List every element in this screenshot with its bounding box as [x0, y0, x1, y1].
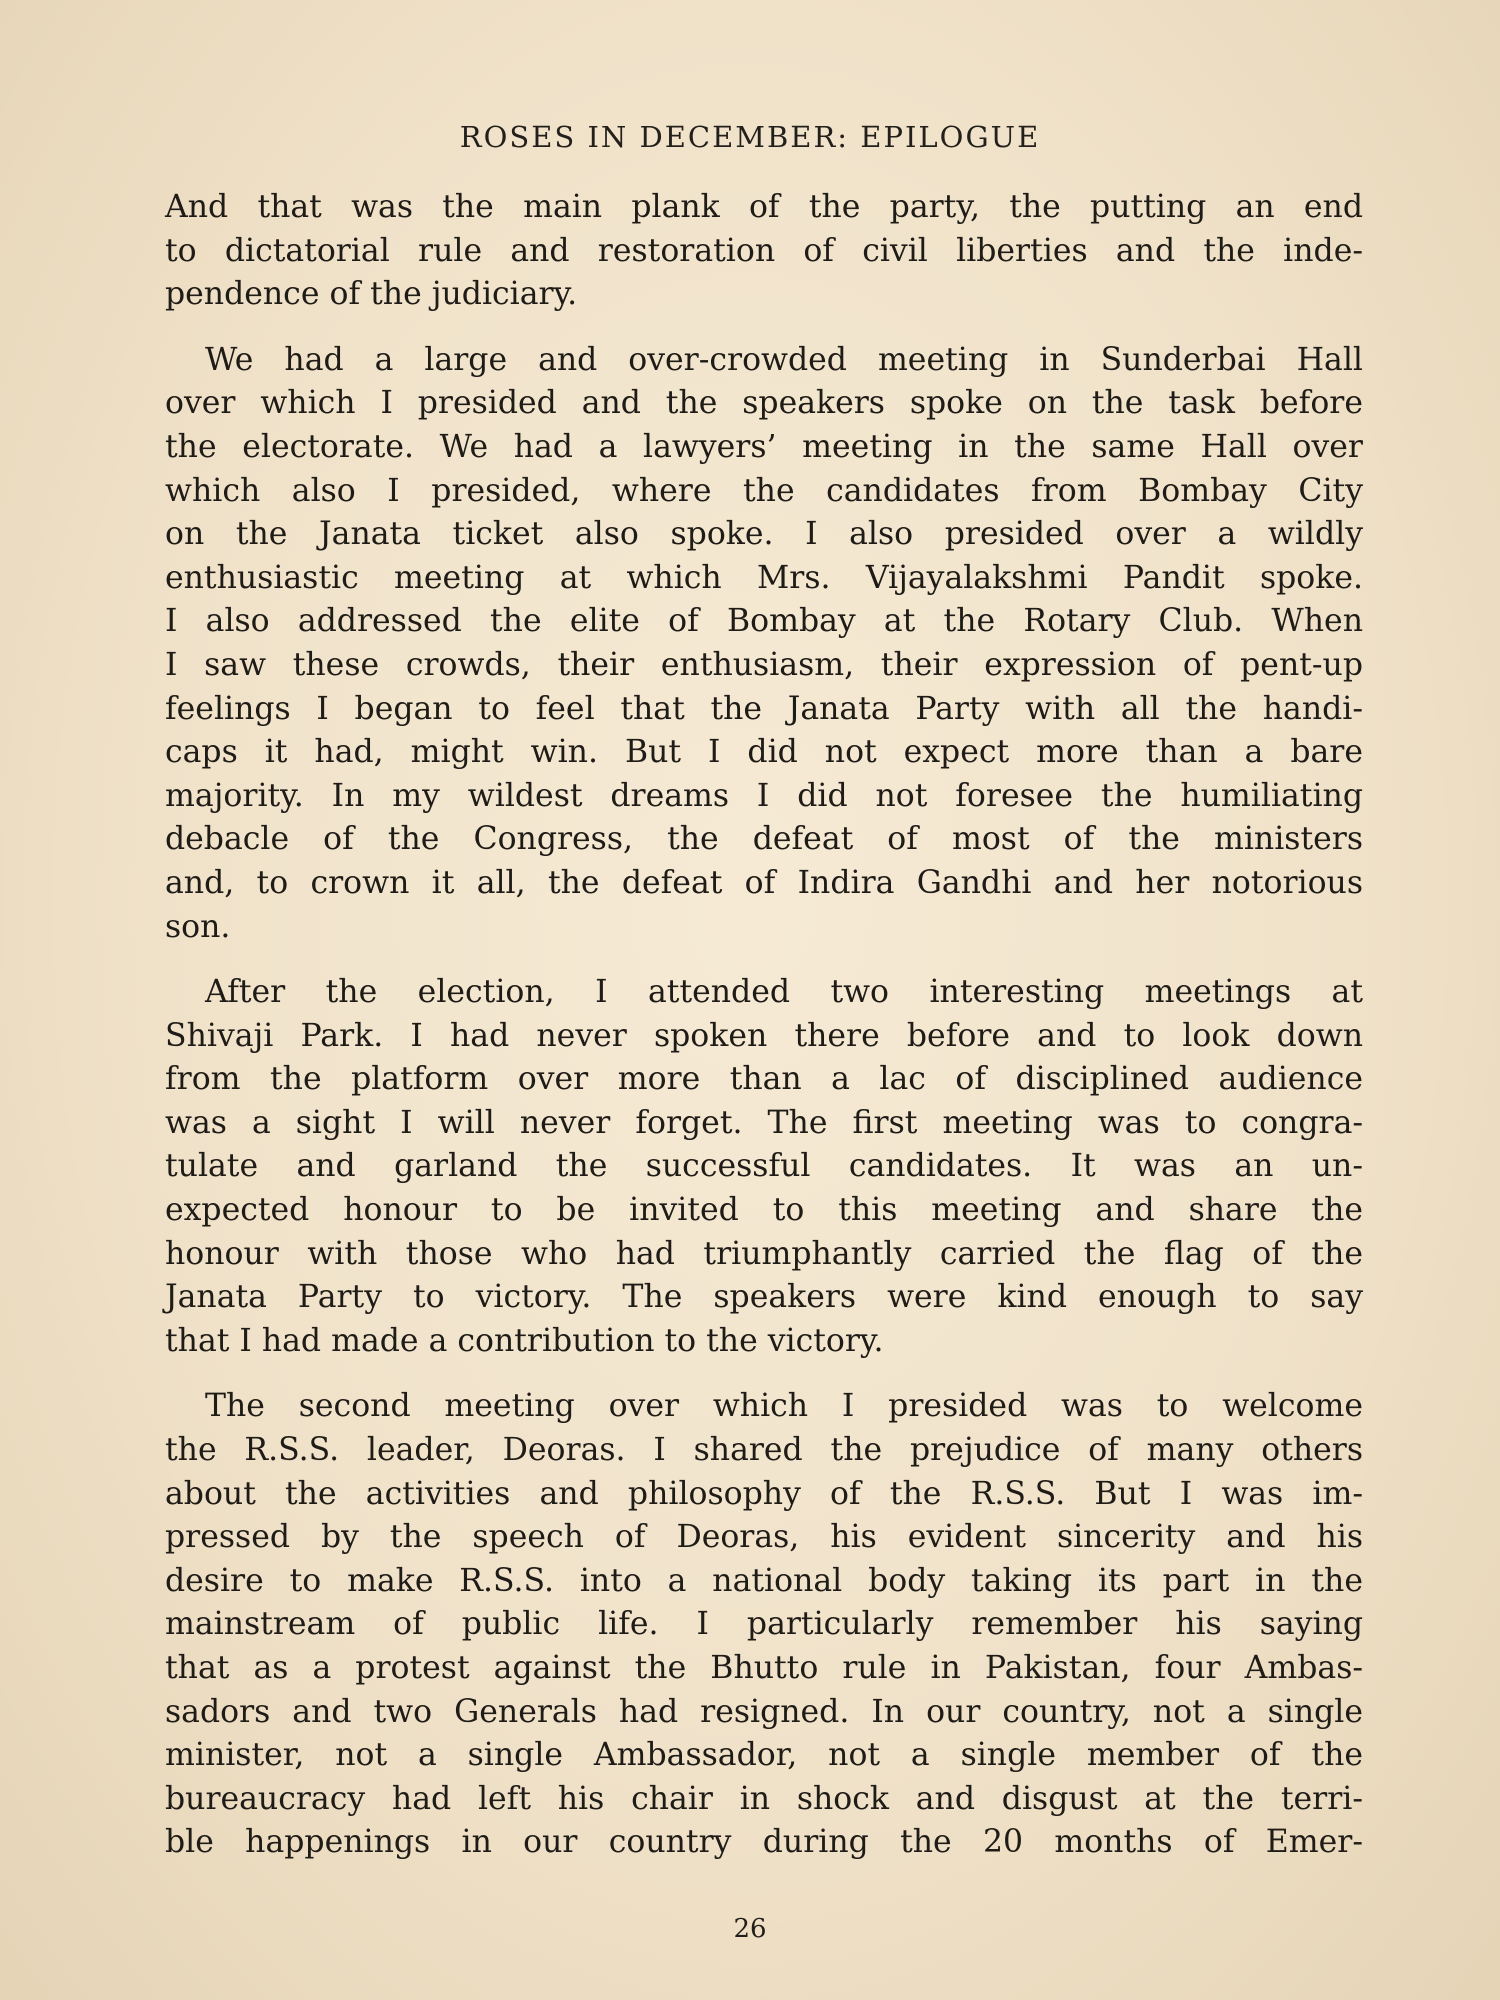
text-line: desire to make R.S.S. into a national body taking its part in the: [165, 1562, 1363, 1599]
text-line: honour with those who had triumphantly carried the flag of the: [165, 1235, 1363, 1272]
text-line: to dictatorial rule and restoration of civil liberties and the inde-: [165, 232, 1363, 269]
text-line: which also I presided, where the candidates from Bombay City: [165, 472, 1363, 509]
text-line: pendence of the judiciary.: [165, 276, 578, 313]
text-line: tulate and garland the successful candidates. It was an un-: [165, 1148, 1363, 1185]
text-line: After the election, I attended two interesting meetings at: [205, 974, 1363, 1011]
text-line: and, to crown it all, the defeat of Indira Gandhi and her notorious: [165, 864, 1363, 901]
text-line: mainstream of public life. I particularly remember his saying: [165, 1606, 1363, 1643]
text-line: bureaucracy had left his chair in shock and disgust at the terri-: [165, 1780, 1363, 1817]
text-line: Janata Party to victory. The speakers were kind enough to say: [165, 1279, 1363, 1316]
text-line: majority. In my wildest dreams I did not foresee the humiliating: [165, 777, 1363, 814]
paragraph-3: [165, 971, 1363, 1363]
paragraph-2: [165, 339, 1363, 949]
text-line: about the activities and philosophy of the R.S.S. But I was im-: [165, 1475, 1363, 1512]
text-line: pressed by the speech of Deoras, his evident sincerity and his: [165, 1519, 1363, 1556]
paragraph-1: [165, 186, 1363, 317]
text-line: And that was the main plank of the party, the putting an end: [165, 189, 1363, 225]
text-line: on the Janata ticket also spoke. I also presided over a wildly: [165, 516, 1363, 553]
text-line: son.: [165, 908, 231, 945]
text-line: I also addressed the elite of Bombay at the Rotary Club. When: [165, 603, 1363, 640]
text-line: minister, not a single Ambassador, not a single member of the: [165, 1737, 1363, 1774]
text-line: over which I presided and the speakers spoke on the task before: [165, 385, 1363, 422]
text-line: feelings I began to feel that the Janata Party with all the handi-: [165, 690, 1363, 727]
text-line: debacle of the Congress, the defeat of most of the ministers: [165, 821, 1363, 858]
text-line: that as a protest against the Bhutto rule in Pakistan, four Ambas-: [165, 1650, 1363, 1686]
text-line: expected honour to be invited to this meeting and share the: [165, 1192, 1363, 1229]
text-line: ble happenings in our country during the 20 months of Emer-: [165, 1824, 1363, 1861]
text-line: Shivaji Park. I had never spoken there before and to look down: [165, 1017, 1363, 1054]
page-body: [165, 186, 1363, 1887]
running-head: ROSES IN DECEMBER: EPILOGUE: [459, 120, 1041, 154]
paragraph-4: [165, 1385, 1363, 1865]
text-line: that I had made a contribution to the victory.: [165, 1322, 884, 1359]
text-line: The second meeting over which I presided was to welcome: [205, 1388, 1363, 1425]
text-line: caps it had, might win. But I did not expect more than a bare: [165, 734, 1363, 771]
text-line: the electorate. We had a lawyers’ meeting in the same Hall over: [165, 428, 1363, 465]
text-line: was a sight I will never forget. The first meeting was to congra-: [165, 1104, 1363, 1141]
text-line: sadors and two Generals had resigned. In our country, not a single: [165, 1693, 1363, 1730]
text-line: from the platform over more than a lac of disciplined audience: [165, 1061, 1363, 1098]
page-number: 26: [733, 1914, 767, 1944]
text-line: I saw these crowds, their enthusiasm, their expression of pent-up: [165, 646, 1363, 683]
text-line: We had a large and over-crowded meeting in Sunderbai Hall: [205, 341, 1363, 378]
text-line: enthusiastic meeting at which Mrs. Vijayalakshmi Pandit spoke.: [165, 559, 1363, 596]
text-line: the R.S.S. leader, Deoras. I shared the prejudice of many others: [165, 1432, 1363, 1469]
